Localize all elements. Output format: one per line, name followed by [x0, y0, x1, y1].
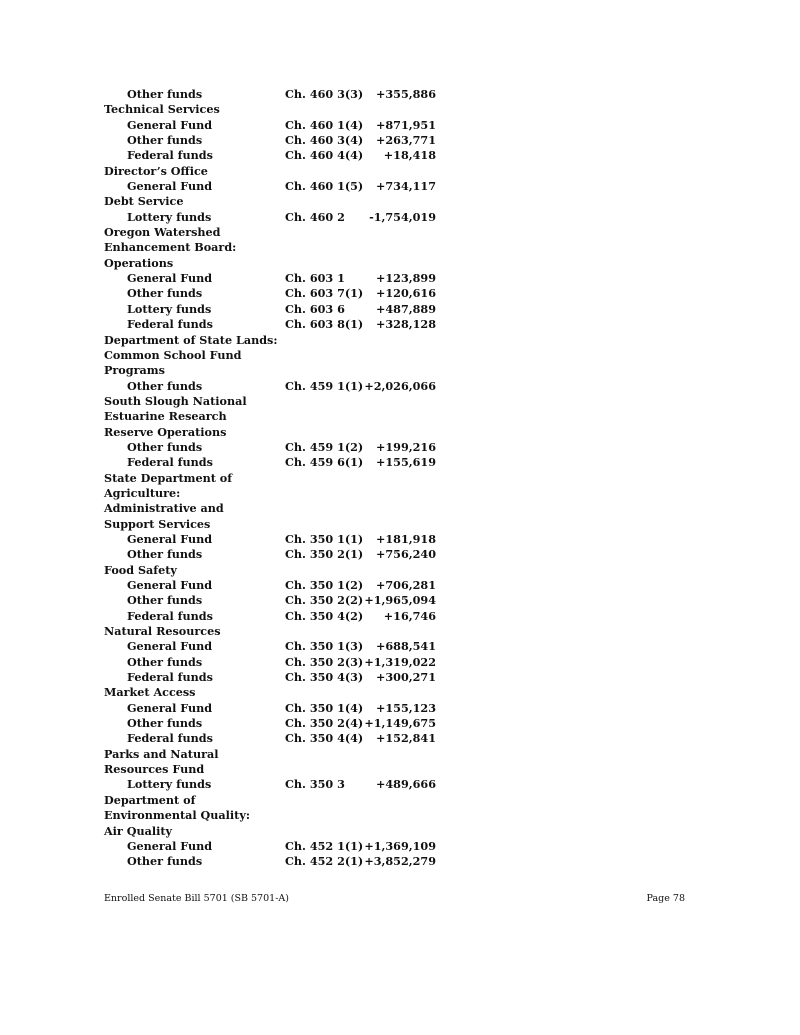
fund-label: Lottery funds — [127, 301, 212, 316]
table-row — [104, 839, 704, 854]
amount: +155,619 — [376, 455, 436, 470]
heading-label: Agriculture: — [104, 485, 181, 500]
table-row — [104, 133, 704, 148]
chapter-reference: Ch. 350 1(3) — [285, 639, 364, 654]
chapter-reference: Ch. 452 1(1) — [285, 838, 364, 853]
amount: +1,149,675 — [364, 716, 436, 731]
fund-label: Other funds — [127, 439, 203, 454]
amount: +16,746 — [383, 608, 436, 623]
chapter-reference: Ch. 350 2(1) — [285, 547, 364, 562]
table-row — [104, 302, 704, 317]
chapter-reference: Ch. 459 1(2) — [285, 439, 364, 454]
table-row — [104, 854, 704, 869]
heading-label: Common School Fund — [104, 347, 242, 362]
page-number: Page 78 — [646, 893, 685, 904]
section-heading — [104, 808, 704, 823]
table-row — [104, 532, 704, 547]
chapter-reference: Ch. 350 1(1) — [285, 531, 364, 546]
heading-label: Natural Resources — [104, 624, 221, 639]
fund-label: General Fund — [127, 271, 213, 286]
table-row — [104, 286, 704, 301]
chapter-reference: Ch. 452 2(1) — [285, 854, 364, 869]
section-heading — [104, 685, 704, 700]
chapter-reference: Ch. 460 3(4) — [285, 133, 364, 148]
table-row — [104, 455, 704, 470]
fund-label: Other funds — [127, 654, 203, 669]
amount: +489,666 — [376, 777, 436, 792]
bill-identifier: Enrolled Senate Bill 5701 (SB 5701-A) — [104, 893, 289, 904]
amount: +120,616 — [376, 286, 436, 301]
table-row — [104, 777, 704, 792]
amount: +487,889 — [376, 301, 436, 316]
heading-label: Oregon Watershed — [104, 225, 221, 240]
fund-label: Federal funds — [127, 148, 213, 163]
heading-label: Enhancement Board: — [104, 240, 237, 255]
fund-label: Lottery funds — [127, 209, 212, 224]
table-row — [104, 118, 704, 133]
chapter-reference: Ch. 459 1(1) — [285, 378, 364, 393]
section-heading — [104, 624, 704, 639]
fund-label: Other funds — [127, 378, 203, 393]
section-heading — [104, 394, 704, 409]
fund-label: Federal funds — [127, 608, 213, 623]
amount: +199,216 — [376, 439, 436, 454]
heading-label: Market Access — [104, 685, 196, 700]
table-row — [104, 379, 704, 394]
section-heading — [104, 194, 704, 209]
table-row — [104, 670, 704, 685]
heading-label: Parks and Natural — [104, 746, 219, 761]
fund-label: Other funds — [127, 87, 203, 101]
table-row — [104, 87, 704, 102]
section-heading — [104, 102, 704, 117]
amount: +300,271 — [376, 670, 436, 685]
heading-label: Technical Services — [104, 102, 220, 117]
table-row — [104, 639, 704, 654]
chapter-reference: Ch. 460 3(3) — [285, 87, 364, 101]
chapter-reference: Ch. 350 2(3) — [285, 654, 364, 669]
fund-label: Federal funds — [127, 317, 213, 332]
chapter-reference: Ch. 459 6(1) — [285, 455, 364, 470]
heading-label: Programs — [104, 363, 165, 378]
heading-label: Department of — [104, 792, 196, 807]
chapter-reference: Ch. 603 8(1) — [285, 317, 364, 332]
amount: +1,369,109 — [364, 838, 436, 853]
amount: +263,771 — [376, 133, 436, 148]
fund-label: Other funds — [127, 854, 203, 869]
chapter-reference: Ch. 350 4(2) — [285, 608, 364, 623]
amount: +181,918 — [376, 531, 436, 546]
heading-label: Reserve Operations — [104, 424, 227, 439]
amount: +3,852,279 — [364, 854, 436, 869]
fund-label: General Fund — [127, 578, 213, 592]
heading-label: Food Safety — [104, 562, 177, 577]
section-heading — [104, 747, 704, 762]
heading-label: Resources Fund — [104, 762, 205, 777]
heading-label: Environmental Quality: — [104, 808, 250, 823]
chapter-reference: Ch. 350 2(2) — [285, 593, 364, 608]
section-heading — [104, 333, 704, 348]
chapter-reference: Ch. 350 4(4) — [285, 731, 364, 746]
fund-label: General Fund — [127, 838, 213, 853]
section-heading — [104, 225, 704, 240]
fund-label: General Fund — [127, 531, 213, 546]
chapter-reference: Ch. 350 4(3) — [285, 670, 364, 685]
table-row — [104, 731, 704, 746]
heading-label: Estuarine Research — [104, 409, 227, 424]
section-heading — [104, 486, 704, 501]
section-heading — [104, 563, 704, 578]
table-row — [104, 609, 704, 624]
table-row — [104, 148, 704, 163]
fund-label: General Fund — [127, 117, 213, 132]
chapter-reference: Ch. 460 1(5) — [285, 179, 364, 194]
amount: +155,123 — [376, 700, 436, 715]
amount: +756,240 — [376, 547, 436, 562]
section-heading — [104, 256, 704, 271]
heading-label: Operations — [104, 255, 174, 270]
chapter-reference: Ch. 350 2(4) — [285, 716, 364, 731]
heading-label: Department of State Lands: — [104, 332, 278, 347]
section-heading — [104, 517, 704, 532]
section-heading — [104, 793, 704, 808]
amount: +18,418 — [383, 148, 436, 163]
section-heading — [104, 240, 704, 255]
chapter-reference: Ch. 350 1(2) — [285, 578, 364, 592]
amount: +871,951 — [376, 117, 436, 132]
amount: +734,117 — [376, 179, 436, 194]
amount: -1,754,019 — [369, 209, 436, 224]
fund-label: Federal funds — [127, 670, 213, 685]
chapter-reference: Ch. 460 4(4) — [285, 148, 364, 163]
amount: +355,886 — [376, 87, 436, 101]
section-heading — [104, 363, 704, 378]
heading-label: Administrative and — [104, 501, 224, 516]
amount: +123,899 — [376, 271, 436, 286]
table-row — [104, 179, 704, 194]
table-row — [104, 440, 704, 455]
table-row — [104, 578, 704, 593]
fund-label: Other funds — [127, 286, 203, 301]
table-row — [104, 210, 704, 225]
table-row — [104, 271, 704, 286]
chapter-reference: Ch. 603 1 — [285, 271, 345, 286]
amount: +328,128 — [376, 317, 436, 332]
fund-label: General Fund — [127, 700, 213, 715]
fund-label: General Fund — [127, 639, 213, 654]
fund-label: Other funds — [127, 547, 203, 562]
chapter-reference: Ch. 350 1(4) — [285, 700, 364, 715]
table-row — [104, 716, 704, 731]
heading-label: Air Quality — [104, 823, 173, 838]
amount: +152,841 — [376, 731, 436, 746]
chapter-reference: Ch. 350 3 — [285, 777, 345, 792]
section-heading — [104, 824, 704, 839]
chapter-reference: Ch. 603 7(1) — [285, 286, 364, 301]
table-row — [104, 547, 704, 562]
fund-label: Other funds — [127, 133, 203, 148]
heading-label: Support Services — [104, 516, 211, 531]
table-row — [104, 701, 704, 716]
section-heading — [104, 409, 704, 424]
heading-label: State Department of — [104, 470, 233, 485]
section-heading — [104, 348, 704, 363]
section-heading — [104, 164, 704, 179]
fund-label: General Fund — [127, 179, 213, 194]
chapter-reference: Ch. 460 1(4) — [285, 117, 364, 132]
amount: +1,319,022 — [364, 654, 436, 669]
fund-label: Federal funds — [127, 455, 213, 470]
section-heading — [104, 425, 704, 440]
amount: +706,281 — [376, 578, 436, 592]
section-heading — [104, 762, 704, 777]
chapter-reference: Ch. 460 2 — [285, 209, 345, 224]
fund-label: Lottery funds — [127, 777, 212, 792]
fund-label: Other funds — [127, 593, 203, 608]
fund-label: Federal funds — [127, 731, 213, 746]
section-heading — [104, 471, 704, 486]
table-row — [104, 317, 704, 332]
section-heading — [104, 501, 704, 516]
appropriations-table — [104, 87, 704, 870]
amount: +688,541 — [376, 639, 436, 654]
amount: +1,965,094 — [364, 593, 436, 608]
heading-label: Director’s Office — [104, 163, 208, 178]
fund-label: Other funds — [127, 716, 203, 731]
table-row — [104, 655, 704, 670]
table-row — [104, 593, 704, 608]
heading-label: South Slough National — [104, 393, 247, 408]
amount: +2,026,066 — [364, 378, 436, 393]
heading-label: Debt Service — [104, 194, 184, 209]
chapter-reference: Ch. 603 6 — [285, 301, 345, 316]
